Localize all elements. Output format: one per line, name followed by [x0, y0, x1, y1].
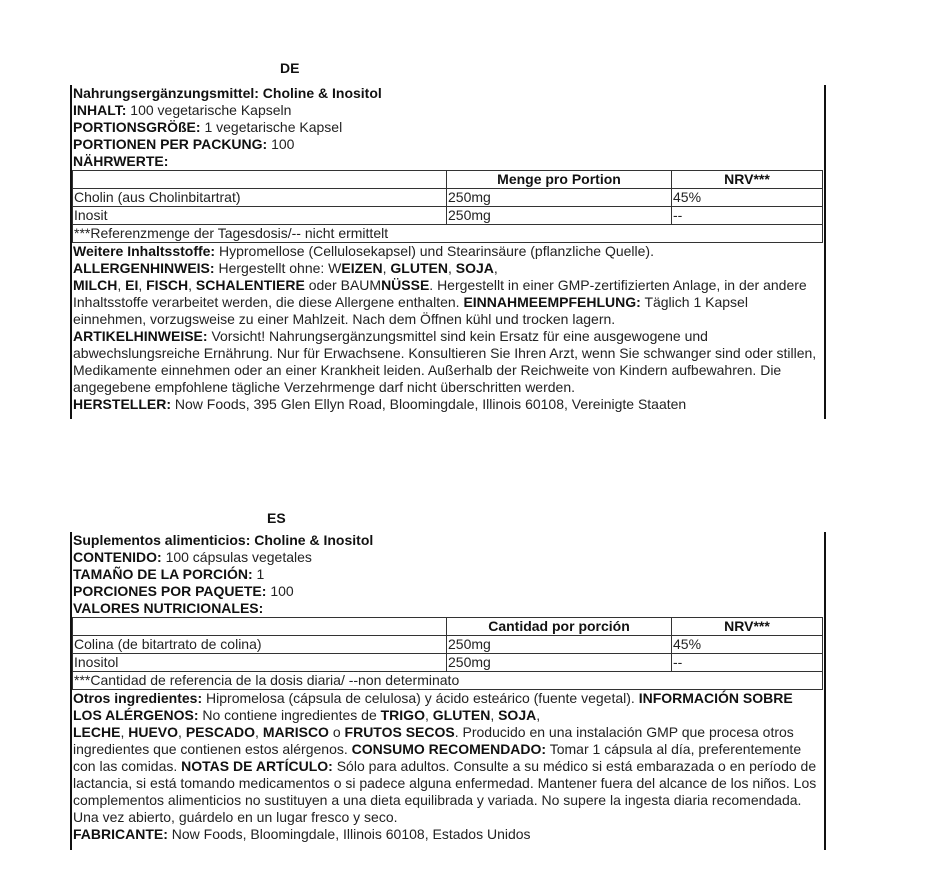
- content-line: [72, 102, 824, 119]
- details-text: Otros ingredientes: Hipromelosa (cápsula de celulosa) y ácido esteárico (fuente vegetal). INFORMACIÓN SOBRE LOS ALÉRGENOS: No contiene ingredientes de TRIGO, GLUTEN, SOJA, LECHE, HUEVO, PESCADO, MARISCO o FRUTOS SECOS. Producido en una instalación GMP que procesa otros ingredientes que contienen estos alérgenos. CONSUMO RECOMENDADO: Tomar 1 cápsula al día, preferentemente con las comidas. NOTAS DE ARTÍCULO: Sólo para adultos. Consulte a su médico si está embarazada o en período de lactancia, si está tomando medicamentos o si padece alguna enfermedad. Mantener fuera del alcance de los niños. Los complementos alimenticios no sustituyen a una dieta equilibrada y variada. No supere la ingesta diaria recomendada. Una vez abierto, guárdelo en un lugar fresco y seco. FABRICANTE: Now Foods, Bloomingdale, Illinois 60108, Estados Unidos: [73, 690, 817, 842]
- table-cell: Cholin (aus Cholinbitartrat): [73, 189, 447, 207]
- intake-value: Täglich 1 Kapsel einnehmen, vorzugsweise zu einer Mahlzeit. Nach dem Öffnen kühl und trocken lagern.: [73, 294, 748, 327]
- servings-per-container-value: 100: [271, 136, 295, 152]
- table-header-cell: [73, 171, 447, 189]
- allergen-text: . Hergestellt in einer GMP-zertifizierten Anlage, in der andere Inhaltsstoffe verarbeitet werden, die diese Allergene enthalten.: [73, 277, 807, 310]
- table-header-row: [73, 618, 823, 636]
- allergen-egg: HUEVO: [128, 724, 179, 740]
- allergen-text: . Producido en una instalación GMP que procesa otros ingredientes que contienen estos alérgenos.: [73, 724, 794, 757]
- table-cell: 250mg: [447, 189, 672, 207]
- label-panel-de: [70, 85, 826, 419]
- serving-size-value: 1 vegetarische Kapsel: [204, 119, 343, 135]
- nutrition-heading: [72, 153, 824, 170]
- table-header-cell: NRV***: [672, 618, 823, 636]
- table-cell: 250mg: [447, 207, 672, 225]
- content-value: 100 vegetarische Kapseln: [130, 102, 292, 118]
- allergen-gluten: GLUTEN: [390, 260, 448, 276]
- product-type-label: Nahrungsergänzungsmittel:: [73, 85, 259, 101]
- allergen-egg: EI: [125, 277, 139, 293]
- allergen-label: ALLERGENHINWEIS:: [73, 260, 215, 276]
- allergen-wheat: TRIGO: [380, 707, 425, 723]
- content-label: INHALT:: [73, 102, 127, 118]
- label-panel-es: [70, 532, 826, 850]
- intake-label: EINNAHMEEMPFEHLUNG:: [463, 294, 641, 310]
- nutrition-table: [72, 170, 823, 243]
- allergen-nuts: FRUTOS SECOS: [344, 724, 455, 740]
- notes-value: Vorsicht! Nahrungsergänzungsmittel sind kein Ersatz für eine ausgewogene und abwechslungsreiche Ernährung. Nur für Erwachsene. Konsultieren Sie Ihren Arzt, wenn Sie schwanger sind oder stillen, Medikamente einnehmen oder an einer Krankheit leiden. Außerhalb der Reichweite von Kindern aufbewahren. Die angegebene empfohlene tägliche Verzehrmenge darf nicht überschritten werden.: [73, 328, 817, 395]
- allergen-soy: SOJA: [455, 260, 494, 276]
- product-title-line: [72, 532, 824, 549]
- content-label: CONTENIDO:: [73, 549, 162, 565]
- table-footnote-row: [73, 225, 823, 243]
- allergen-label: INFORMACIÓN SOBRE LOS ALÉRGENOS:: [73, 690, 793, 723]
- table-header-row: [73, 171, 823, 189]
- table-cell: Inositol: [73, 654, 447, 672]
- allergen-gluten: GLUTEN: [432, 707, 491, 723]
- allergen-shellfish: MARISCO: [262, 724, 329, 740]
- table-footnote: ***Referenzmenge der Tagesdosis/-- nicht ermittelt: [73, 225, 823, 243]
- product-type-label: Suplementos alimenticios:: [73, 532, 251, 548]
- allergen-intro: Hergestellt ohne: W: [218, 260, 342, 276]
- other-ingredients-label: Otros ingredientes:: [73, 690, 203, 706]
- allergen-or: o: [332, 724, 341, 740]
- allergen-wheat: EIZEN: [341, 260, 383, 276]
- product-title-line: [72, 85, 824, 102]
- nutrition-label: NÄHRWERTE:: [73, 153, 169, 169]
- servings-per-container-line: [72, 583, 824, 600]
- other-ingredients-value: Hipromelosa (cápsula de celulosa) y ácido esteárico (fuente vegetal).: [206, 690, 635, 706]
- table-cell: --: [672, 207, 823, 225]
- nutrition-table: [72, 617, 823, 690]
- manufacturer-value: Now Foods, 395 Glen Ellyn Road, Bloomingdale, Illinois 60108, Vereinigte Staaten: [174, 396, 687, 412]
- intake-label: CONSUMO RECOMENDADO:: [351, 741, 547, 757]
- serving-size-line: [72, 566, 824, 583]
- table-header-cell: Cantidad por porción: [447, 618, 672, 636]
- allergen-intro: No contiene ingredientes de: [202, 707, 377, 723]
- allergen-or: oder BAUM: [308, 277, 382, 293]
- product-name: Choline & Inositol: [254, 532, 374, 548]
- other-ingredients-value: Hypromellose (Cellulosekapsel) und Stearinsäure (pflanzliche Quelle).: [219, 243, 654, 259]
- table-row: [73, 189, 823, 207]
- intake-value: Tomar 1 cápsula al día, preferentemente con las comidas.: [73, 741, 802, 774]
- notes-label: ARTIKELHINWEISE:: [73, 328, 208, 344]
- table-header-cell: NRV***: [672, 171, 823, 189]
- serving-size-label: PORTIONSGRÖßE:: [73, 119, 201, 135]
- manufacturer-label: FABRICANTE:: [73, 826, 168, 842]
- manufacturer-label: HERSTELLER:: [73, 396, 171, 412]
- servings-per-container-label: PORTIONEN PER PACKUNG:: [73, 136, 268, 152]
- table-cell: 250mg: [447, 636, 672, 654]
- serving-size-label: TAMAÑO DE LA PORCIÓN:: [73, 566, 253, 582]
- other-ingredients-label: Weitere Inhaltsstoffe:: [73, 243, 216, 259]
- table-footnote-row: [73, 672, 823, 690]
- notes-value: Sólo para adultos. Consulte a su médico si está embarazada o en período de lactancia, si está tomando medicamentos o si padece alguna enfermedad. Mantener fuera del alcance de los niños. Los complementos alimenticios no sustituyen a una dieta equilibrada y variada. No supere la ingesta diaria recomendada. Una vez abierto, guárdelo en un lugar fresco y seco.: [73, 758, 817, 825]
- content-value: 100 cápsulas vegetales: [165, 549, 312, 565]
- allergen-milk: MILCH: [73, 277, 118, 293]
- section-heading-es: ES: [267, 510, 286, 526]
- manufacturer-value: Now Foods, Bloomingdale, Illinois 60108, Estados Unidos: [171, 826, 531, 842]
- allergen-fish: FISCH: [146, 277, 189, 293]
- table-cell: 45%: [672, 189, 823, 207]
- table-header-cell: [73, 618, 447, 636]
- table-cell: --: [672, 654, 823, 672]
- table-cell: Inosit: [73, 207, 447, 225]
- content-line: [72, 549, 824, 566]
- table-cell: 250mg: [447, 654, 672, 672]
- servings-per-container-value: 100: [270, 583, 294, 599]
- servings-per-container-line: [72, 136, 824, 153]
- allergen-soy: SOJA: [498, 707, 537, 723]
- table-row: [73, 636, 823, 654]
- servings-per-container-label: PORCIONES POR PAQUETE:: [73, 583, 267, 599]
- serving-size-line: [72, 119, 824, 136]
- allergen-shellfish: SCHALENTIERE: [195, 277, 305, 293]
- details-text: Weitere Inhaltsstoffe: Hypromellose (Cellulosekapsel) und Stearinsäure (pflanzliche Quelle). ALLERGENHINWEIS: Hergestellt ohne: WEIZEN, GLUTEN, SOJA, MILCH, EI, FISCH, SCHALENTIERE oder BAUMNÜSSE. Hergestellt in einer GMP-zertifizierten Anlage, in der andere Inhaltsstoffe verarbeitet werden, die diese Allergene enthalten. EINNAHMEEMPFEHLUNG: Täglich 1 Kapsel einnehmen, vorzugsweise zu einer Mahlzeit. Nach dem Öffnen kühl und trocken lagern. ARTIKELHINWEISE: Vorsicht! Nahrungsergänzungsmittel sind kein Ersatz für eine ausgewogene und abwechslungsreiche Ernährung. Nur für Erwachsene. Konsultieren Sie Ihren Arzt, wenn Sie schwanger sind oder stillen, Medikamente einnehmen oder an einer Krankheit leiden. Außerhalb der Reichweite von Kindern aufbewahren. Die angegebene empfohlene tägliche Verzehrmenge darf nicht überschritten werden. HERSTELLER: Now Foods, 395 Glen Ellyn Road, Bloomingdale, Illinois 60108, Vereinigte Staaten: [73, 243, 817, 412]
- allergen-milk: LECHE: [73, 724, 121, 740]
- product-name: Choline & Inositol: [262, 85, 382, 101]
- allergen-fish: PESCADO: [185, 724, 256, 740]
- serving-size-value: 1: [256, 566, 265, 582]
- nutrition-label: VALORES NUTRICIONALES:: [73, 600, 264, 616]
- table-cell: Colina (de bitartrato de colina): [73, 636, 447, 654]
- table-cell: 45%: [672, 636, 823, 654]
- table-footnote: ***Cantidad de referencia de la dosis diaria/ --non determinato: [73, 672, 823, 690]
- nutrition-heading: [72, 600, 824, 617]
- allergen-nuts: NÜSSE: [381, 277, 430, 293]
- table-row: [73, 654, 823, 672]
- table-row: [73, 207, 823, 225]
- table-header-cell: Menge pro Portion: [447, 171, 672, 189]
- section-heading-de: DE: [280, 60, 300, 76]
- notes-label: NOTAS DE ARTÍCULO:: [181, 758, 333, 774]
